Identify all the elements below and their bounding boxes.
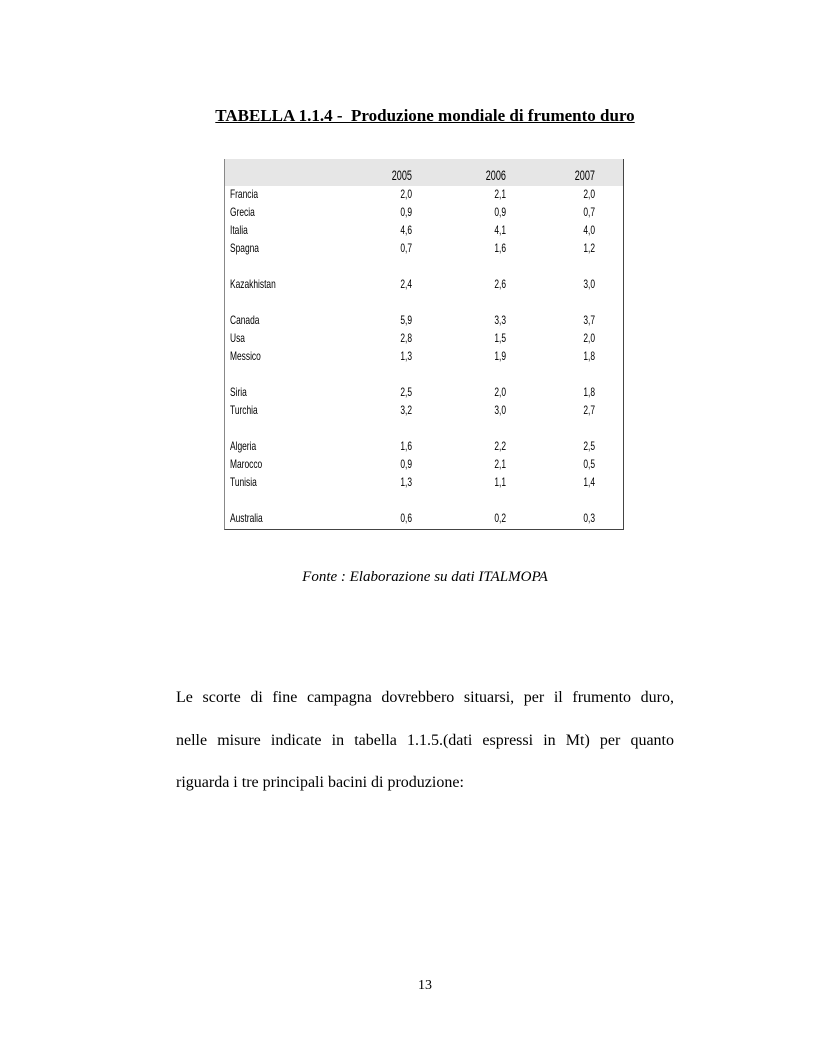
page-number: 13 [418,978,432,993]
value-2005: 2,8 [400,331,412,345]
value-2007: 1,8 [583,349,595,363]
value-2007: 4,0 [583,223,595,237]
paragraph-line: Le scorte di fine campagna dovrebbero situarsi, per il frumento duro, [176,689,674,706]
value-2007: 3,0 [583,277,595,291]
table-row [225,385,623,401]
value-2007: 3,7 [583,313,595,327]
value-2005: 0,7 [400,241,412,255]
value-2006: 2,2 [494,439,506,453]
paragraph-line: riguarda i tre principali bacini di produzione: [176,774,464,791]
value-2005: 2,4 [400,277,412,291]
table-row [225,349,623,365]
table-row [225,331,623,347]
value-2005: 0,9 [400,457,412,471]
production-table [224,159,624,530]
value-2006: 3,0 [494,403,506,417]
value-2007: 2,5 [583,439,595,453]
value-2005: 4,6 [400,223,412,237]
country-name: Canada [230,313,260,327]
table-row [225,223,623,239]
table-row [225,439,623,455]
table-row [225,511,623,527]
country-name: Australia [230,511,263,525]
value-2006: 1,9 [494,349,506,363]
value-2007: 2,7 [583,403,595,417]
value-2005: 3,2 [400,403,412,417]
country-name: Usa [230,331,245,345]
value-2007: 1,2 [583,241,595,255]
table-row [225,403,623,419]
value-2006: 2,6 [494,277,506,291]
value-2007: 0,7 [583,205,595,219]
value-2005: 0,9 [400,205,412,219]
country-name: Siria [230,385,247,399]
value-2006: 3,3 [494,313,506,327]
country-name: Messico [230,349,261,363]
country-name: Turchia [230,403,258,417]
value-2005: 2,0 [400,187,412,201]
year-header-2007: 2007 [574,167,595,183]
value-2005: 1,6 [400,439,412,453]
value-2006: 1,1 [494,475,506,489]
country-name: Marocco [230,457,263,471]
value-2006: 1,6 [494,241,506,255]
paragraph-line: nelle misure indicate in tabella 1.1.5.(dati espressi in Mt) per quanto [176,732,674,749]
value-2005: 5,9 [400,313,412,327]
source-caption: Fonte : Elaborazione su dati ITALMOPA [302,569,548,585]
value-2007: 0,5 [583,457,595,471]
table-row [225,205,623,221]
country-name: Spagna [230,241,259,255]
value-2005: 1,3 [400,349,412,363]
year-header-2005: 2005 [391,167,412,183]
country-name: Algeria [230,439,257,453]
table-row [225,241,623,257]
value-2007: 1,4 [583,475,595,489]
table-row [225,475,623,491]
table-row [225,187,623,203]
country-name: Francia [230,187,259,201]
table-row [225,457,623,473]
value-2005: 1,3 [400,475,412,489]
value-2006: 2,0 [494,385,506,399]
value-2005: 0,6 [400,511,412,525]
value-2005: 2,5 [400,385,412,399]
table-header [225,159,623,186]
value-2006: 4,1 [494,223,506,237]
value-2007: 2,0 [583,187,595,201]
value-2007: 2,0 [583,331,595,345]
value-2007: 0,3 [583,511,595,525]
country-name: Tunisia [230,475,257,489]
value-2006: 2,1 [494,187,506,201]
country-name: Italia [230,223,248,237]
value-2006: 0,2 [494,511,506,525]
year-header-2006: 2006 [485,167,506,183]
table-row [225,313,623,329]
value-2006: 0,9 [494,205,506,219]
value-2007: 1,8 [583,385,595,399]
table-title: TABELLA 1.1.4 - Produzione mondiale di frumento duro [215,106,635,125]
country-name: Grecia [230,205,255,219]
value-2006: 1,5 [494,331,506,345]
value-2006: 2,1 [494,457,506,471]
table-row [225,277,623,293]
country-name: Kazakhistan [230,277,276,291]
